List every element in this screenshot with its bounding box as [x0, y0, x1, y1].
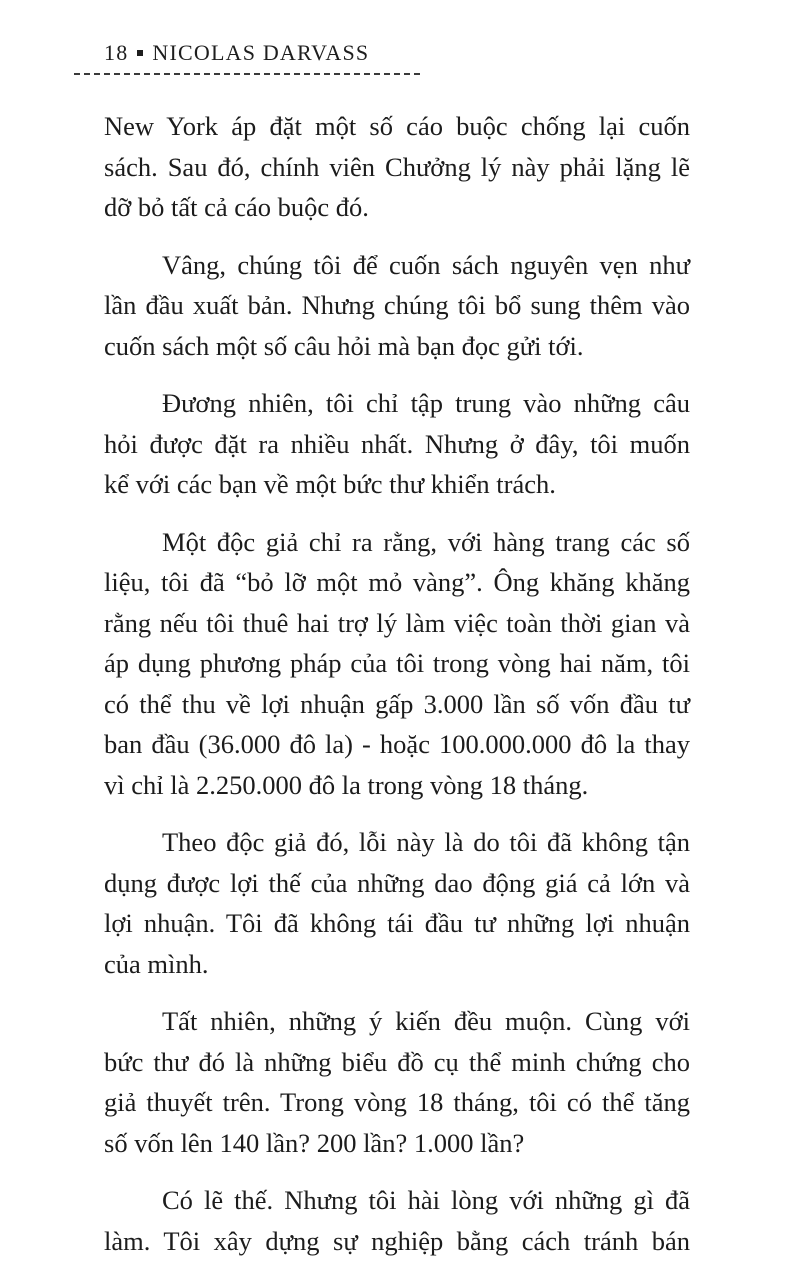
- text-line: hỏi được đặt ra nhiều nhất. Nhưng ở đây, tôi muốn: [104, 428, 690, 459]
- text-line: lợi nhuận. Tôi đã không tái đầu tư những lợi nhuận: [104, 908, 690, 938]
- text-line: số vốn lên 140 lần? 200 lần? 1.000 lần?: [104, 1127, 525, 1158]
- text-line: Một độc giả chỉ ra rằng, với hàng trang các số: [162, 526, 690, 557]
- text-line: kể với các bạn về một bức thư khiển trách.: [104, 469, 556, 499]
- paragraph: [104, 822, 690, 984]
- text-line: lần đầu xuất bản. Nhưng chúng tôi bổ sung thêm vào: [104, 290, 690, 320]
- paragraph: [104, 383, 690, 505]
- text-line: làm. Tôi xây dựng sự nghiệp bằng cách tránh bán: [104, 1225, 690, 1256]
- body-text: [104, 106, 690, 1278]
- text-line: sách. Sau đó, chính viên Chưởng lý này phải lặng lẽ: [104, 151, 690, 182]
- text-line: của mình.: [104, 948, 209, 979]
- header-separator-bullet: [137, 50, 143, 56]
- text-line: rằng nếu tôi thuê hai trợ lý làm việc toàn thời gian và: [104, 607, 690, 638]
- text-line: dụng được lợi thế của những dao động giá cả lớn và: [104, 867, 690, 898]
- text-line: dỡ bỏ tất cả cáo buộc đó.: [104, 192, 369, 222]
- running-header: [104, 40, 369, 66]
- text-line: New York áp đặt một số cáo buộc chống lại cuốn: [104, 111, 690, 141]
- text-line: Theo độc giả đó, lỗi này là do tôi đã không tận: [162, 827, 690, 857]
- paragraph: [104, 522, 690, 806]
- paragraph: [104, 245, 690, 367]
- author-name: NICOLAS DARVASS: [152, 40, 370, 65]
- header-dashed-rule: [74, 73, 420, 75]
- text-line: Tất nhiên, những ý kiến đều muộn. Cùng với: [162, 1006, 690, 1036]
- text-line: vì chỉ là 2.250.000 đô la trong vòng 18 tháng.: [104, 769, 589, 800]
- paragraph: [104, 1001, 690, 1163]
- text-line: Đương nhiên, tôi chỉ tập trung vào những câu: [162, 388, 690, 418]
- text-line: Có lẽ thế. Nhưng tôi hài lòng với những gì đã: [162, 1185, 690, 1215]
- text-line: Vâng, chúng tôi để cuốn sách nguyên vẹn như: [162, 249, 690, 280]
- page-number: 18: [104, 40, 129, 65]
- text-line: bức thư đó là những biểu đồ cụ thể minh chứng cho: [104, 1046, 690, 1077]
- paragraph: [104, 106, 690, 228]
- text-line: áp dụng phương pháp của tôi trong vòng hai năm, tôi: [104, 648, 690, 678]
- text-line: liệu, tôi đã “bỏ lỡ một mỏ vàng”. Ông khăng khăng: [104, 567, 690, 597]
- text-line: giả thuyết trên. Trong vòng 18 tháng, tôi có thể tăng: [104, 1087, 690, 1117]
- text-line: có thể thu về lợi nhuận gấp 3.000 lần số vốn đầu tư: [104, 688, 690, 719]
- text-line: ban đầu (36.000 đô la) - hoặc 100.000.000 đô la thay: [104, 729, 690, 759]
- text-line: cuốn sách một số câu hỏi mà bạn đọc gửi tới.: [104, 330, 584, 361]
